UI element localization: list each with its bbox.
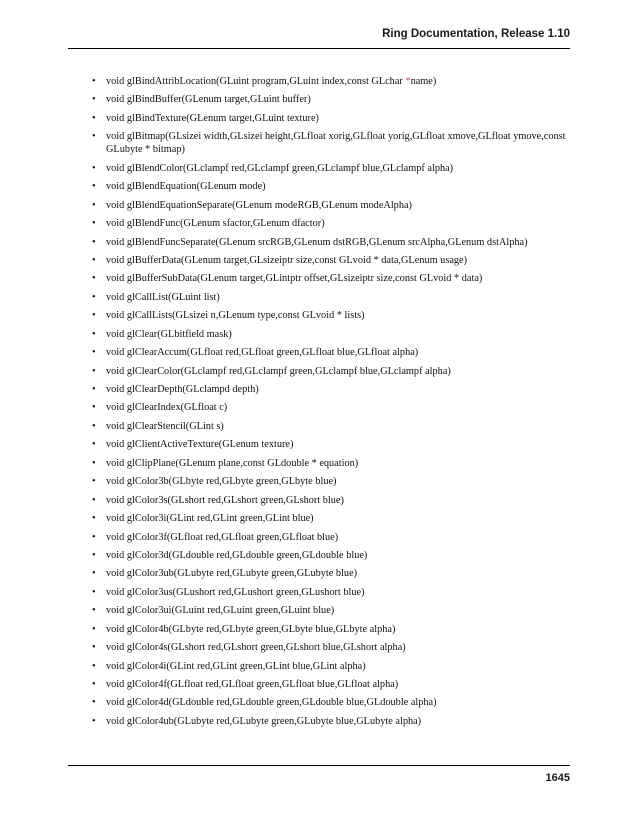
list-item: • void glColor4f(GLfloat red,GLfloat green,GLfloat blue,GLfloat alpha) (92, 678, 572, 691)
list-item: • void glColor3i(GLint red,GLint green,GLint blue) (92, 512, 572, 525)
list-item: • void glColor3s(GLshort red,GLshort green,GLshort blue) (92, 494, 572, 507)
list-item: • void glBlendFuncSeparate(GLenum srcRGB,GLenum dstRGB,GLenum srcAlpha,GLenum dstAlpha) (92, 236, 572, 249)
list-item: • void glClearAccum(GLfloat red,GLfloat green,GLfloat blue,GLfloat alpha) (92, 346, 572, 359)
list-item: • void glCallLists(GLsizei n,GLenum type,const GLvoid * lists) (92, 309, 572, 322)
list-item: • void glClipPlane(GLenum plane,const GLdouble * equation) (92, 457, 572, 470)
list-item: • void glClearStencil(GLint s) (92, 420, 572, 433)
function-list (92, 75, 572, 733)
list-item: • void glBlendColor(GLclampf red,GLclampf green,GLclampf blue,GLclampf alpha) (92, 162, 572, 175)
running-header: Ring Documentation, Release 1.10 (382, 28, 570, 40)
list-item: • void glColor3d(GLdouble red,GLdouble green,GLdouble blue) (92, 549, 572, 562)
list-item: • void glBufferData(GLenum target,GLsizeiptr size,const GLvoid * data,GLenum usage) (92, 254, 572, 267)
list-item: • void glBindBuffer(GLenum target,GLuint buffer) (92, 93, 572, 106)
list-item: • void glColor4d(GLdouble red,GLdouble green,GLdouble blue,GLdouble alpha) (92, 696, 572, 709)
list-item: • void glColor4i(GLint red,GLint green,GLint blue,GLint alpha) (92, 660, 572, 673)
list-item: • void glColor4b(GLbyte red,GLbyte green,GLbyte blue,GLbyte alpha) (92, 623, 572, 636)
list-item: • void glColor3f(GLfloat red,GLfloat green,GLfloat blue) (92, 531, 572, 544)
footer-rule (68, 765, 570, 766)
list-item: • void glClientActiveTexture(GLenum texture) (92, 438, 572, 451)
list-item: • void glColor3ub(GLubyte red,GLubyte green,GLubyte blue) (92, 567, 572, 580)
list-item: • void glBlendEquationSeparate(GLenum modeRGB,GLenum modeAlpha) (92, 199, 572, 212)
item-text-before: void glBindAttribLocation(GLuint program,GLuint index,const GLchar (106, 76, 406, 87)
list-item: • void glColor3ui(GLuint red,GLuint green,GLuint blue) (92, 604, 572, 617)
list-item: • void glColor4ub(GLubyte red,GLubyte green,GLubyte blue,GLubyte alpha) (92, 715, 572, 728)
list-item: • void glColor3b(GLbyte red,GLbyte green,GLbyte blue) (92, 475, 572, 488)
page-number: 1645 (545, 772, 570, 784)
list-item: • void glBlendFunc(GLenum sfactor,GLenum dfactor) (92, 217, 572, 230)
list-item: • void glClear(GLbitfield mask) (92, 328, 572, 341)
list-item: • void glClearIndex(GLfloat c) (92, 401, 572, 414)
list-item (92, 75, 572, 88)
list-item: • void glColor3us(GLushort red,GLushort green,GLushort blue) (92, 586, 572, 599)
header-rule (68, 48, 570, 49)
list-item: • void glBlendEquation(GLenum mode) (92, 180, 572, 193)
list-item: • void glClearColor(GLclampf red,GLclampf green,GLclampf blue,GLclampf alpha) (92, 365, 572, 378)
list-item: • void glBitmap(GLsizei width,GLsizei height,GLfloat xorig,GLfloat yorig,GLfloat xmove,GLfloat ymove,const GLubyte * bitmap) (92, 130, 572, 156)
list-item: • void glCallList(GLuint list) (92, 291, 572, 304)
list-item: • void glClearDepth(GLclampd depth) (92, 383, 572, 396)
item-text-after: name) (410, 76, 437, 87)
list-item: • void glBufferSubData(GLenum target,GLintptr offset,GLsizeiptr size,const GLvoid * data) (92, 272, 572, 285)
highlighted-asterisk: * (405, 76, 411, 87)
list-item: • void glBindTexture(GLenum target,GLuint texture) (92, 112, 572, 125)
list-item: • void glColor4s(GLshort red,GLshort green,GLshort blue,GLshort alpha) (92, 641, 572, 654)
